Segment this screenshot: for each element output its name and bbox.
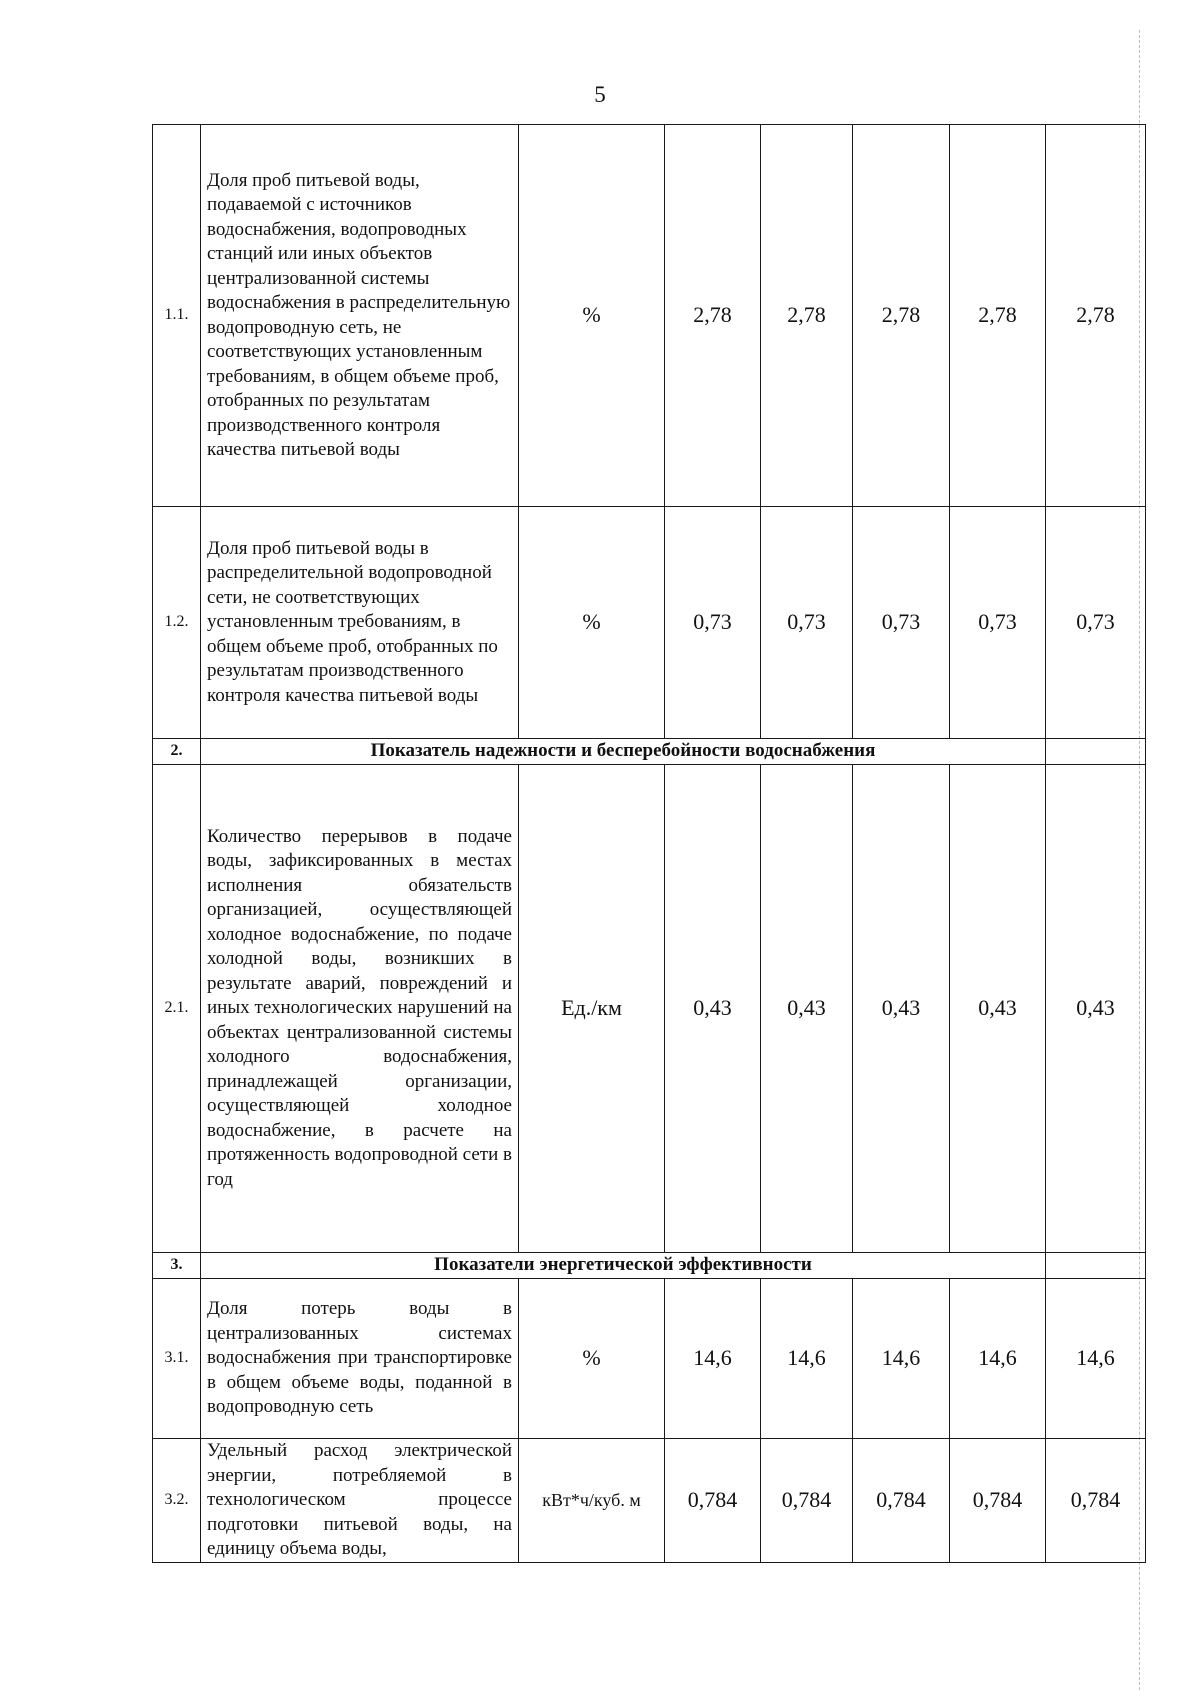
row-description: Удельный расход электрической энергии, потребляемой в технологическом процессе подготовки питьевой воды, на единицу объема воды, [201,1439,519,1563]
row-number: 1.1. [153,125,201,507]
section-title: Показатели энергетической эффективности [201,1253,1046,1279]
row-value: 0,784 [950,1439,1046,1563]
row-description: Доля потерь воды в централизованных системах водоснабжения при транспортировке в общем объеме воды, поданной в водопроводную сеть [201,1279,519,1439]
row-value: 2,78 [1046,125,1146,507]
page-number: 5 [594,82,606,107]
row-value: 0,43 [761,765,853,1253]
section-number: 3. [153,1253,201,1279]
row-unit: Ед./км [519,765,665,1253]
row-number: 1.2. [153,507,201,739]
empty-cell [1046,739,1146,765]
row-value: 14,6 [761,1279,853,1439]
row-value: 0,784 [665,1439,761,1563]
row-description: Количество перерывов в подаче воды, зафиксированных в местах исполнения обязательств организацией, осуществляющей холодное водоснабжение, по подаче холодной воды, возникших в результате аварий, повреждений и иных технологических нарушений на объектах централизованной системы холодного водоснабжения, принадлежащей организации, осуществляющей холодное водоснабжение, в расчете на протяженность водопроводной сети в год [201,765,519,1253]
empty-cell [1046,1253,1146,1279]
row-value: 2,78 [761,125,853,507]
row-value: 0,73 [950,507,1046,739]
row-number: 2.1. [153,765,201,1253]
row-unit: кВт*ч/куб. м [519,1439,665,1563]
section-row [153,739,1146,765]
indicators-table [152,124,1146,1563]
row-description: Доля проб питьевой воды, подаваемой с источников водоснабжения, водопроводных станций или иных объектов централизованной системы водоснабжения в распределительную водопроводную сеть, не соответствующих установленным требованиям, в общем объеме проб, отобранных по результатам производственного контроля качества питьевой воды [201,125,519,507]
row-value: 14,6 [1046,1279,1146,1439]
row-value: 2,78 [853,125,950,507]
row-value: 0,784 [853,1439,950,1563]
row-description: Доля проб питьевой воды в распределительной водопроводной сети, не соответствующих установленным требованиям, в общем объеме проб, отобранных по результатам производственного контроля качества питьевой воды [201,507,519,739]
row-value: 0,43 [853,765,950,1253]
row-unit: % [519,125,665,507]
row-unit: % [519,1279,665,1439]
row-value: 0,73 [1046,507,1146,739]
row-number: 3.2. [153,1439,201,1563]
table-row [153,765,1146,1253]
row-value: 14,6 [665,1279,761,1439]
section-title: Показатель надежности и бесперебойности водоснабжения [201,739,1046,765]
table-row [153,507,1146,739]
row-number: 3.1. [153,1279,201,1439]
row-value: 0,73 [665,507,761,739]
row-value: 0,73 [853,507,950,739]
row-value: 14,6 [853,1279,950,1439]
table-row [153,1439,1146,1563]
row-value: 0,73 [761,507,853,739]
row-value: 0,784 [1046,1439,1146,1563]
table-row [153,125,1146,507]
section-number: 2. [153,739,201,765]
section-row [153,1253,1146,1279]
row-value: 0,43 [950,765,1046,1253]
row-value: 0,43 [665,765,761,1253]
row-value: 2,78 [665,125,761,507]
row-value: 14,6 [950,1279,1046,1439]
row-unit: % [519,507,665,739]
row-value: 0,784 [761,1439,853,1563]
row-value: 0,43 [1046,765,1146,1253]
row-value: 2,78 [950,125,1046,507]
table-row [153,1279,1146,1439]
